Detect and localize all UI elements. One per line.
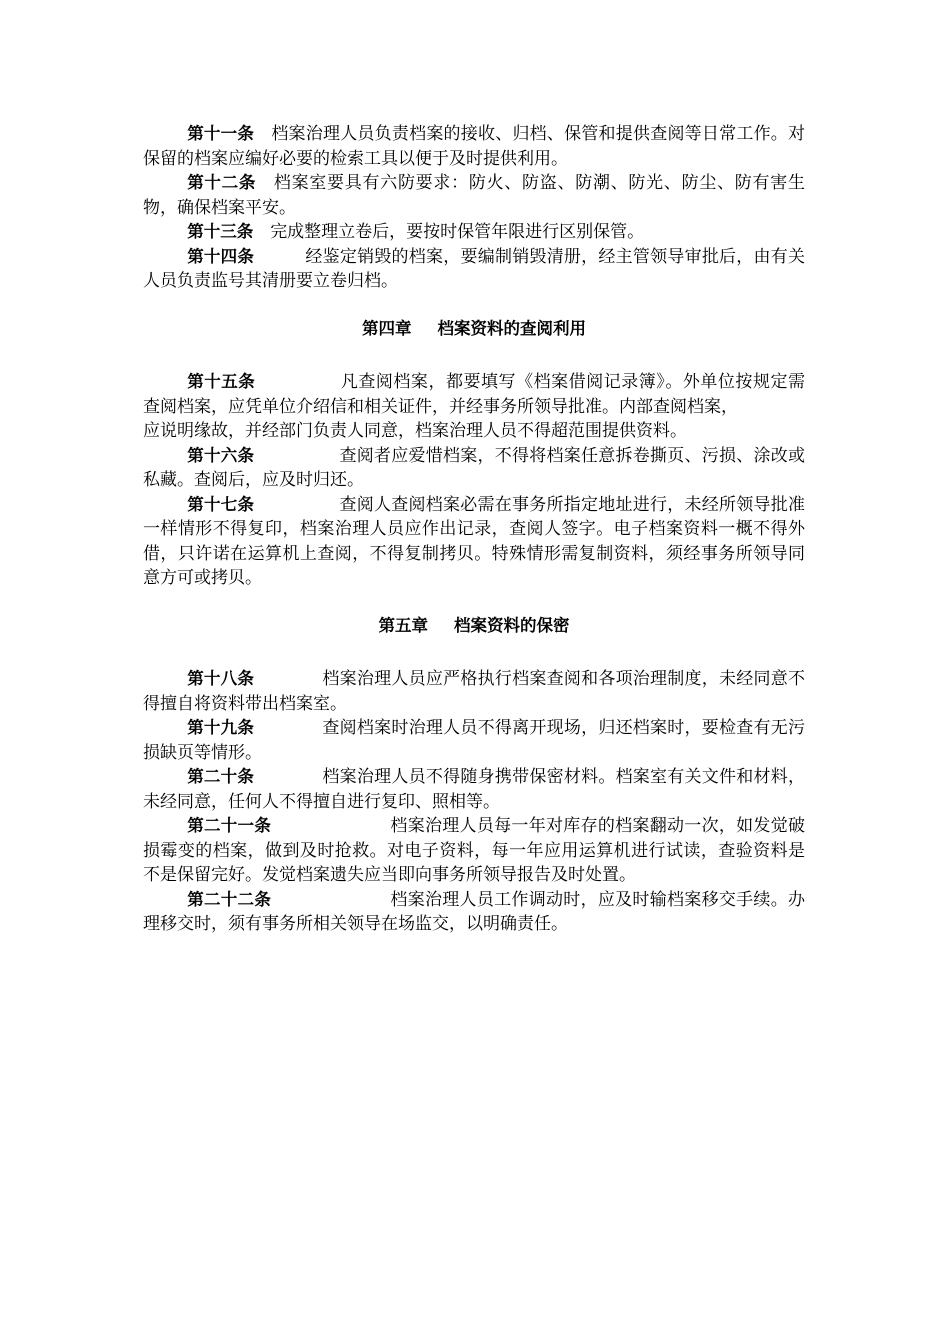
article-text: 档案治理人员不得随身携带保密材料。档案室有关文件和材料，未经同意，任何人不得擅自进行复印、照相等。 [143,767,806,812]
article-number: 第十七条 [187,494,255,514]
article-text: 查阅者应爱惜档案，不得将档案任意拆卷撕页、污损、涂改或私藏。查阅后，应及时归还。 [143,445,806,490]
article-paragraph [143,171,805,220]
article-number: 第二十条 [187,767,255,786]
chapter-heading [143,614,805,639]
article-paragraph [143,122,805,171]
chapter-title: 档案资料的查阅利用 [437,318,586,338]
article-number: 第二十二条 [187,889,272,909]
chapter-heading [143,317,805,342]
article-paragraph [143,765,805,814]
article-paragraph [143,245,805,294]
article-paragraph [143,814,805,888]
article-paragraph [143,493,805,591]
chapter-number: 第四章 [362,318,412,338]
article-text: 查阅人查阅档案必需在事务所指定地址进行，未经所领导批准一样情形不得复印，档案治理人员应作出记录，查阅人签字。电子档案资料一概不得外借，只许诺在运算机上查阅，不得复制拷贝。特殊情形需复制资料，须经事务所领导同意方可或拷贝。 [143,494,806,588]
chapter-title: 档案资料的保密 [454,615,570,635]
article-text: 档案治理人员负责档案的接收、归档、保管和提供查阅等日常工作。对保留的档案应编好必要的检索工具以便于及时提供利用。 [143,124,806,169]
article-paragraph [143,667,805,716]
article-continuation: 应说明缘故，并经部门负责人同意，档案治理人员不得超范围提供资料。 [143,421,687,441]
article-number: 第十六条 [187,445,255,465]
article-number: 第十八条 [187,669,255,688]
article-number: 第十三条 [187,222,254,241]
article-text: 经鉴定销毁的档案，要编制销毁清册，经主管领导审批后，由有关人员负责监号其清册要立卷归档。 [143,246,806,291]
article-text: 档案室要具有六防要求：防火、防盗、防潮、防光、防尘、防有害生物，确保档案平安。 [143,173,806,218]
article-text: 档案治理人员每一年对库存的档案翻动一次，如发觉破损霉变的档案，做到及时抢救。对电子资料，每一年应用运算机进行试读，查验资料是不是保留完好。发觉档案遗失应当即向事务所领导报告及时处置。 [143,816,806,885]
article-paragraph [143,220,805,245]
article-paragraph [143,716,805,765]
article-number: 第二十一条 [187,816,272,835]
article-number: 第十一条 [187,124,255,143]
article-text: 档案治理人员工作调动时，应及时输档案移交手续。办理移交时，须有事务所相关领导在场监交，以明确责任。 [143,889,806,934]
article-paragraph [143,444,805,493]
article-text: 完成整理立卷后，要按时保管年限进行区别保管。 [270,222,645,242]
article-paragraph [143,370,805,419]
article-number: 第十二条 [187,173,257,192]
article-text: 查阅档案时治理人员不得离开现场，归还档案时，要检查有无污损缺页等情形。 [143,718,806,763]
document-page [143,122,805,937]
article-text: 档案治理人员应严格执行档案查阅和各项治理制度，未经同意不得擅自将资料带出档案室。 [143,669,806,714]
article-number: 第十四条 [187,246,255,266]
chapter-number: 第五章 [378,615,428,635]
article-number: 第十五条 [187,372,256,391]
article-paragraph [143,888,805,937]
article-number: 第十九条 [187,718,255,737]
article-text: 凡查阅档案，都要填写《档案借阅记录簿》。外单位按规定需查阅档案，应凭单位介绍信和相关证件，并经事务所领导批准。内部查阅档案， [143,372,806,417]
